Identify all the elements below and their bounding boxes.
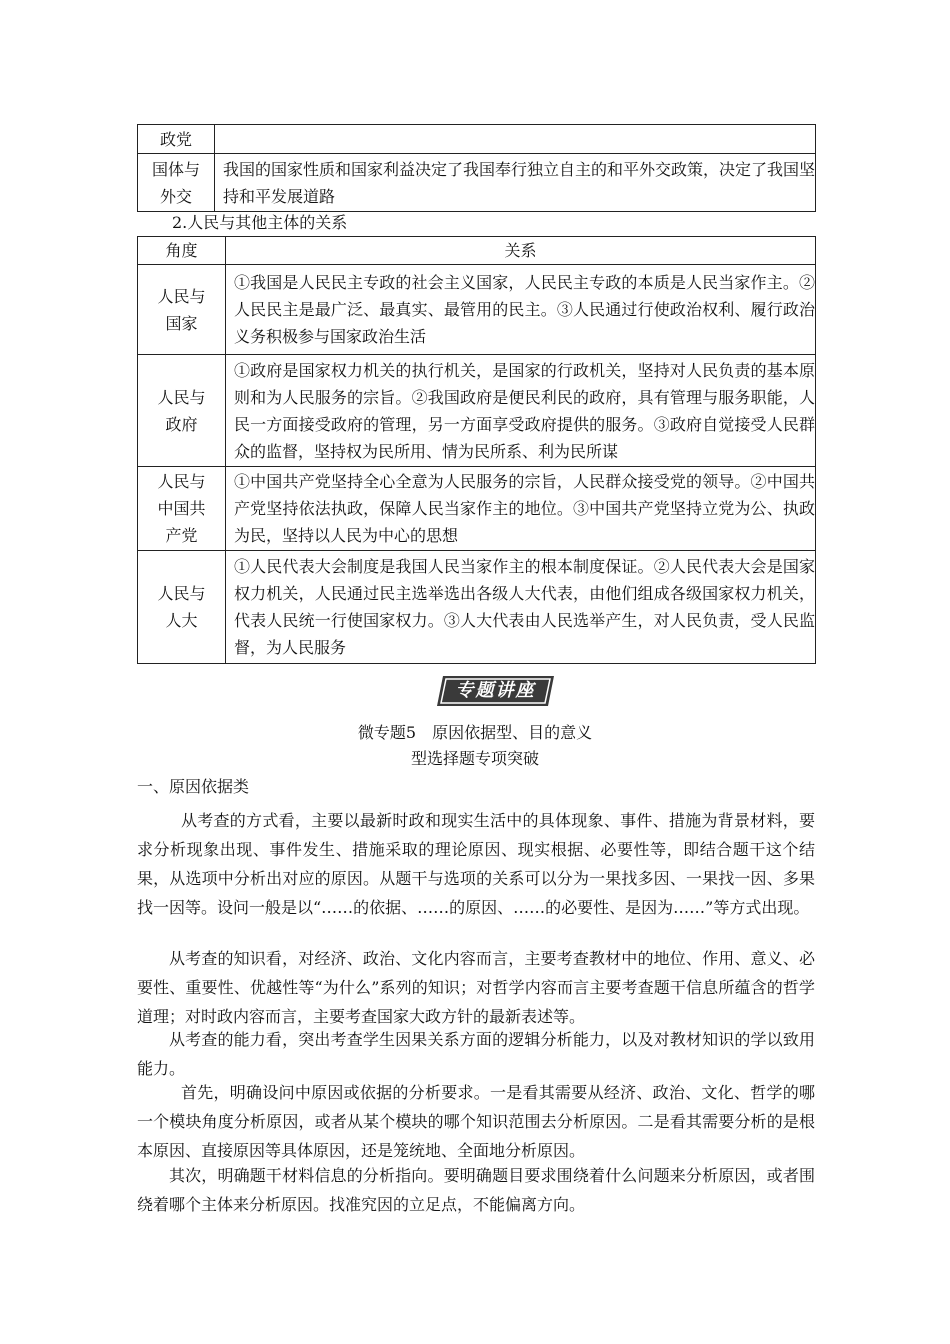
- topic-title-line1: 微专题5 原因依据型、目的意义: [357, 723, 593, 742]
- paragraph: 首先，明确设问中原因或依据的分析要求。一是看其需要从经济、政治、文化、哲学的哪一个模块角度分析原因，或者从某个模块的哪个知识范围去分析原因。二是看其需要分析的是根本原因、直接原因等具体原因，还是笼统地、全面地分析原因。: [137, 1083, 815, 1160]
- row-category-text: 人民与人大: [157, 584, 206, 630]
- row-content: [215, 125, 816, 154]
- table-row: [138, 467, 816, 551]
- table-row: [138, 125, 816, 154]
- row-category-text: 人民与国家: [157, 286, 206, 333]
- row-category: [138, 551, 226, 664]
- section-heading: 2.人民与其他主体的关系: [172, 213, 348, 232]
- topic-lecture-badge: [437, 674, 554, 708]
- row-content: 我国的国家性质和国家利益决定了我国奉行独立自主的和平外交政策，决定了我国坚持和平发展道路: [215, 154, 816, 212]
- row-category: [138, 154, 215, 212]
- table-row: [138, 551, 816, 664]
- row-category-text: 人民与中国共产党: [157, 472, 206, 545]
- table-row: [138, 265, 816, 355]
- row-category: 政党: [138, 125, 215, 154]
- header-angle: 角度: [138, 237, 226, 265]
- paragraph: 从考查的方式看，主要以最新时政和现实生活中的具体现象、事件、措施为背景材料，要求分析现象出现、事件发生、措施采取的理论原因、现实根据、必要性等，即结合题干这个结果，从选项中分析出对应的原因。从题干与选项的关系可以分为一果找多因、一果找一因、多果找一因等。设问一般是以“……的依据、……的原因、……的必要性、是因为……”等方式出现。: [137, 811, 815, 917]
- row-category: [138, 265, 226, 355]
- table-row: [138, 355, 816, 467]
- row-content: ①人民代表大会制度是我国人民当家作主的根本制度保证。②人民代表大会是国家权力机关，人民通过民主选举选出各级人大代表，由他们组成各级国家权力机关，代表人民统一行使国家权力。③人大代表由人民选举产生，对人民负责，受人民监督，为人民服务: [226, 551, 816, 664]
- badge-label: 专题讲座: [455, 680, 536, 701]
- paragraph: 其次，明确题干材料信息的分析指向。要明确题目要求围绕着什么问题来分析原因，或者围绕着哪个主体来分析原因。找准究因的立足点，不能偏离方向。: [137, 1166, 815, 1214]
- topic-title-line2: 型选择题专项突破: [410, 749, 539, 768]
- table-header-row: [138, 237, 816, 265]
- row-content: ①我国是人民民主专政的社会主义国家，人民民主专政的本质是人民当家作主。②人民民主是最广泛、最真实、最管用的民主。③人民通过行使政治权利、履行政治义务积极参与国家政治生活: [226, 265, 816, 355]
- paragraph: 从考查的能力看，突出考查学生因果关系方面的逻辑分析能力，以及对教材知识的学以致用能力。: [137, 1030, 815, 1078]
- table-row: [138, 154, 816, 212]
- row-category-text: 人民与政府: [157, 387, 206, 434]
- paragraph: 从考查的知识看，对经济、政治、文化内容而言，主要考查教材中的地位、作用、意义、必要性、重要性、优越性等“为什么”系列的知识；对哲学内容而言主要考查题干信息所蕴含的哲学道理；对时政内容而言，主要考查国家大政方针的最新表述等。: [137, 949, 815, 1026]
- policy-table-continued: [137, 124, 816, 212]
- people-relations-table: [137, 236, 816, 664]
- row-category-text: 国体与外交: [151, 159, 200, 206]
- subsection-heading: 一、原因依据类: [137, 777, 250, 796]
- row-content: ①政府是国家权力机关的执行机关，是国家的行政机关，坚持对人民负责的基本原则和为人民服务的宗旨。②我国政府是便民利民的政府，具有管理与服务职能，人民一方面接受政府的管理，另一方面享受政府提供的服务。③政府自觉接受人民群众的监督，坚持权为民所用、情为民所系、利为民所谋: [226, 355, 816, 467]
- row-category: [138, 467, 226, 551]
- header-relation: 关系: [226, 237, 816, 265]
- row-category: [138, 355, 226, 467]
- row-content: ①中国共产党坚持全心全意为人民服务的宗旨，人民群众接受党的领导。②中国共产党坚持依法执政，保障人民当家作主的地位。③中国共产党坚持立党为公、执政为民，坚持以人民为中心的思想: [226, 467, 816, 551]
